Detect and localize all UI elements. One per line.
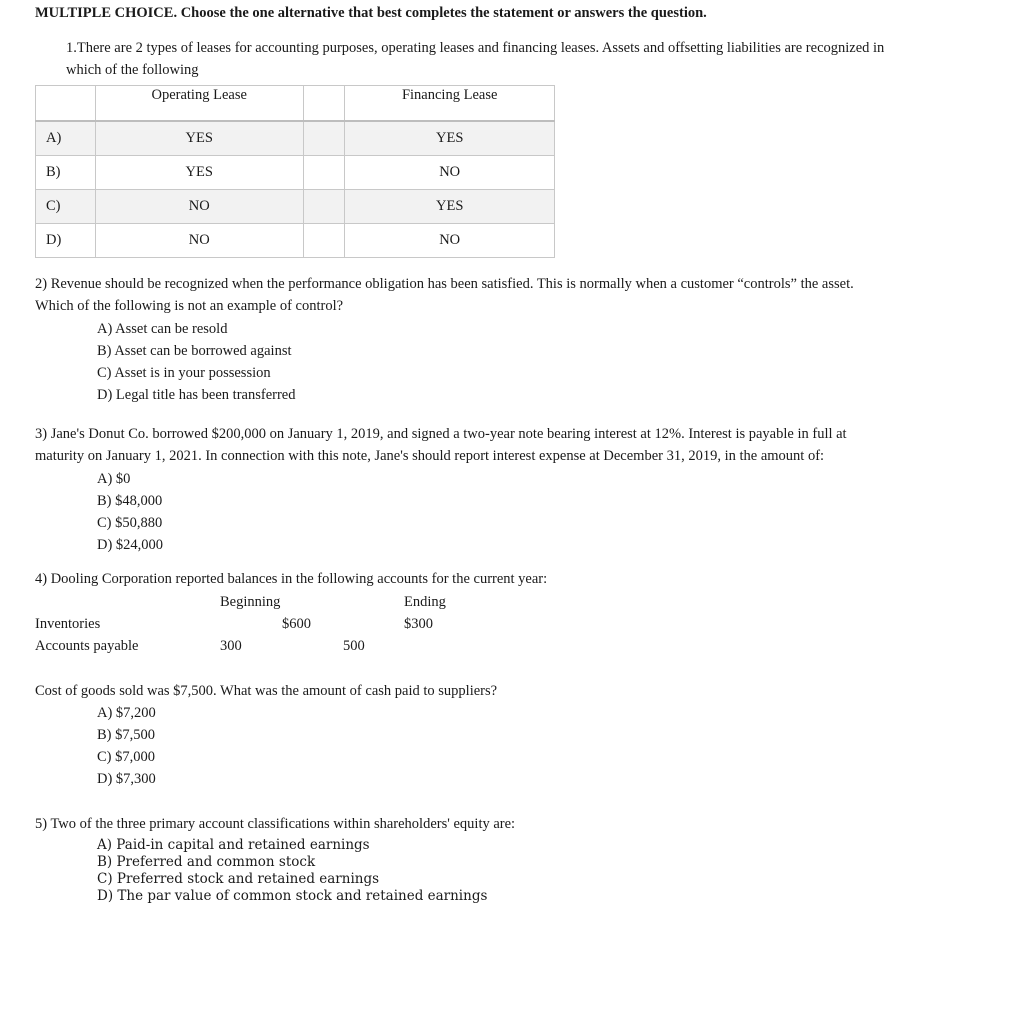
- operating-value: YES: [95, 156, 303, 190]
- header-operating-lease: Operating Lease: [95, 86, 303, 122]
- q4-option-c: C) $7,000: [97, 749, 155, 765]
- lease-table-header: [36, 86, 555, 122]
- q3-text-line2: maturity on January 1, 2021. In connection with this note, Jane's should report interest expense at December 31, 2019, in the amount of:: [35, 448, 825, 464]
- spacer-cell: [303, 190, 345, 224]
- q3-option-c: C) $50,880: [97, 515, 163, 531]
- q4-question: Cost of goods sold was $7,500. What was the amount of cash paid to suppliers?: [35, 683, 498, 699]
- q4-col-ending: Ending: [404, 594, 446, 610]
- row-label: D): [36, 224, 96, 258]
- table-row: [36, 156, 555, 190]
- spacer-cell: [303, 156, 345, 190]
- q2-text-line1: 2) Revenue should be recognized when the performance obligation has been satisfied. This is normally when a customer “controls” the asset.: [35, 276, 854, 292]
- operating-value: NO: [95, 190, 303, 224]
- operating-value: YES: [95, 121, 303, 156]
- q5-option-a: A) Paid-in capital and retained earnings: [97, 837, 370, 853]
- financing-value: YES: [345, 190, 555, 224]
- q4-option-d: D) $7,300: [97, 771, 156, 787]
- q3-option-d: D) $24,000: [97, 537, 164, 553]
- q3-text-line1: 3) Jane's Donut Co. borrowed $200,000 on January 1, 2019, and signed a two-year note bearing interest at 12%. Interest is payable in full at: [35, 426, 847, 442]
- spacer-cell: [303, 121, 345, 156]
- q2-text-line2: Which of the following is not an example of control?: [35, 298, 344, 314]
- table-row: [36, 121, 555, 156]
- q4-inventories-label: Inventories: [35, 616, 101, 632]
- q4-option-a: A) $7,200: [97, 705, 156, 721]
- q3-option-b: B) $48,000: [97, 493, 163, 509]
- q3-option-a: A) $0: [97, 471, 131, 487]
- q4-col-beginning: Beginning: [220, 594, 281, 610]
- row-label: C): [36, 190, 96, 224]
- table-row: [36, 190, 555, 224]
- header-empty-cell: [36, 86, 96, 122]
- q2-option-b: B) Asset can be borrowed against: [97, 343, 292, 359]
- section-heading: MULTIPLE CHOICE. Choose the one alternative that best completes the statement or answers the question.: [35, 5, 707, 21]
- q4-payable-beginning: 300: [220, 638, 242, 654]
- q4-text-line1: 4) Dooling Corporation reported balances in the following accounts for the current year:: [35, 571, 548, 587]
- q4-option-b: B) $7,500: [97, 727, 155, 743]
- q2-option-d: D) Legal title has been transferred: [97, 387, 296, 403]
- q4-payable-ending: 500: [343, 638, 365, 654]
- operating-value: NO: [95, 224, 303, 258]
- financing-value: YES: [345, 121, 555, 156]
- q1-text-line2: which of the following: [66, 62, 199, 78]
- q4-inventories-beginning: $600: [282, 616, 311, 632]
- q5-option-d: D) The par value of common stock and retained earnings: [97, 888, 488, 904]
- q4-inventories-ending: $300: [404, 616, 433, 632]
- q4-payable-label: Accounts payable: [35, 638, 139, 654]
- q2-option-c: C) Asset is in your possession: [97, 365, 271, 381]
- financing-value: NO: [345, 224, 555, 258]
- q5-option-c: C) Preferred stock and retained earnings: [97, 871, 380, 887]
- lease-table: [35, 85, 555, 258]
- financing-value: NO: [345, 156, 555, 190]
- table-row: [36, 224, 555, 258]
- row-label: B): [36, 156, 96, 190]
- q5-text-line1: 5) Two of the three primary account classifications within shareholders' equity are:: [35, 816, 516, 832]
- q5-option-b: B) Preferred and common stock: [97, 854, 316, 870]
- header-financing-lease: Financing Lease: [345, 86, 555, 122]
- header-spacer-cell: [303, 86, 345, 122]
- q1-text-line1: 1.There are 2 types of leases for accounting purposes, operating leases and financing leases. Assets and offsetting liabilities are recognized in: [66, 40, 885, 56]
- row-label: A): [36, 121, 96, 156]
- spacer-cell: [303, 224, 345, 258]
- q2-option-a: A) Asset can be resold: [97, 321, 228, 337]
